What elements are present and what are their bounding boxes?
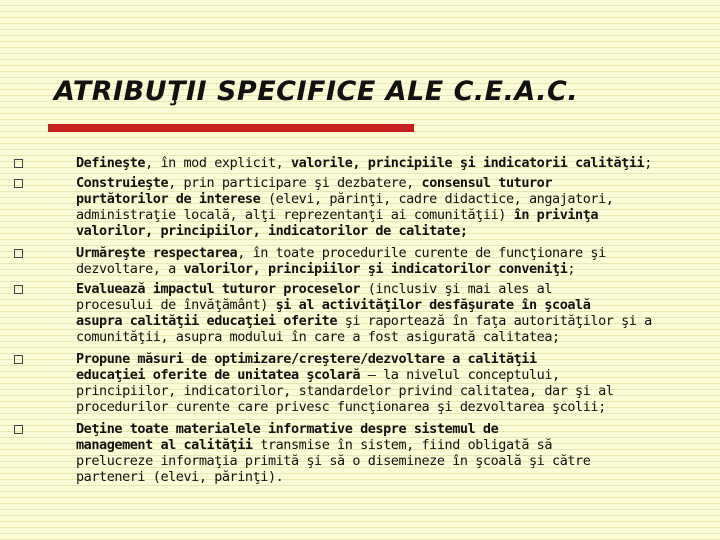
list-item	[76, 281, 704, 345]
text: comunităţii, asupra modului în care a fost asigurată calitatea;	[76, 329, 560, 345]
item-text-line	[76, 329, 704, 345]
square-bullet-icon	[14, 179, 23, 188]
item-text-line	[76, 367, 704, 383]
text: , în toate procedurile curente de funcţionare şi	[237, 245, 606, 261]
bold-text: Evaluează impactul tuturor proceselor	[76, 281, 361, 297]
list-item	[76, 155, 704, 171]
item-text-line	[76, 281, 704, 297]
text: (inclusiv şi mai ales al	[360, 281, 553, 297]
text: ;	[644, 155, 652, 171]
item-text-line	[76, 437, 704, 453]
bold-text: şi al activităţilor desfăşurate în şcoală	[275, 297, 591, 313]
text: parteneri (elevi, părinţi).	[76, 469, 284, 485]
square-bullet-icon	[14, 159, 23, 168]
text: , prin participare şi dezbatere,	[168, 175, 422, 191]
text: şi raportează în faţa autorităţilor şi a	[337, 313, 652, 329]
item-text-line	[76, 175, 704, 191]
text: principiilor, indicatorilor, standardelor privind calitatea, dar şi al	[76, 383, 614, 399]
item-text-line	[76, 421, 704, 437]
item-text-line	[76, 453, 704, 469]
text: (elevi, părinţi, cadre didactice, angajatori,	[260, 191, 614, 207]
text: , în mod explicit,	[145, 155, 291, 171]
square-bullet-icon	[14, 249, 23, 258]
bold-text: Construieşte	[76, 175, 169, 191]
bold-text: Deţine toate materialele informative despre sistemul de	[76, 421, 499, 437]
item-text-line	[76, 399, 704, 415]
bold-text: valorile, principiile şi indicatorii calităţii	[291, 155, 645, 171]
bold-text: în privinţa	[513, 207, 599, 223]
square-bullet-icon	[14, 285, 23, 294]
item-text-line	[76, 155, 704, 171]
bold-text: management al calităţii	[76, 437, 253, 453]
text: prelucreze informaţia primită şi să o disemineze în şcoală şi către	[76, 453, 591, 469]
list-item	[76, 351, 704, 415]
bold-text: asupra calităţii educaţiei oferite	[76, 313, 338, 329]
bold-text: valorilor, principiilor, indicatorilor de calitate;	[76, 223, 468, 239]
bold-text: purtătorilor de interese	[76, 191, 261, 207]
item-text-line	[76, 351, 704, 367]
item-text-line	[76, 383, 704, 399]
item-text-line	[76, 223, 704, 239]
item-text-line	[76, 261, 704, 277]
bold-text: valorilor, principiilor şi indicatorilor conveniţi	[183, 261, 568, 277]
text: dezvoltare, a	[76, 261, 184, 277]
item-text-line	[76, 313, 704, 329]
text: administraţie locală, alţi reprezentanţi ai comunităţii)	[76, 207, 514, 223]
list-item	[76, 421, 704, 485]
item-text-line	[76, 191, 704, 207]
bold-text: Defineşte	[76, 155, 146, 171]
text: transmise în sistem, fiind obligată să	[252, 437, 553, 453]
item-text-line	[76, 245, 704, 261]
bold-text: educaţiei oferite de unitatea şcolară	[76, 367, 361, 383]
list-item	[76, 175, 704, 239]
text: procesului de învăţământ)	[76, 297, 276, 313]
item-text-line	[76, 469, 704, 485]
square-bullet-icon	[14, 425, 23, 434]
item-text-line	[76, 297, 704, 313]
text: procedurilor curente care privesc funcţionarea şi dezvoltarea şcolii;	[76, 399, 606, 415]
bold-text: Propune măsuri de optimizare/creştere/dezvoltare a calităţii	[76, 351, 537, 367]
list-item	[76, 245, 704, 277]
bold-text: Urmăreşte respectarea	[76, 245, 238, 261]
item-text-line	[76, 207, 704, 223]
text: ;	[567, 261, 576, 277]
bold-text: consensul tuturor	[421, 175, 553, 191]
slide-title: ATRIBUŢII SPECIFICE ALE C.E.A.C.	[54, 76, 579, 107]
text: – la nivelul conceptului,	[360, 367, 560, 383]
square-bullet-icon	[14, 355, 23, 364]
